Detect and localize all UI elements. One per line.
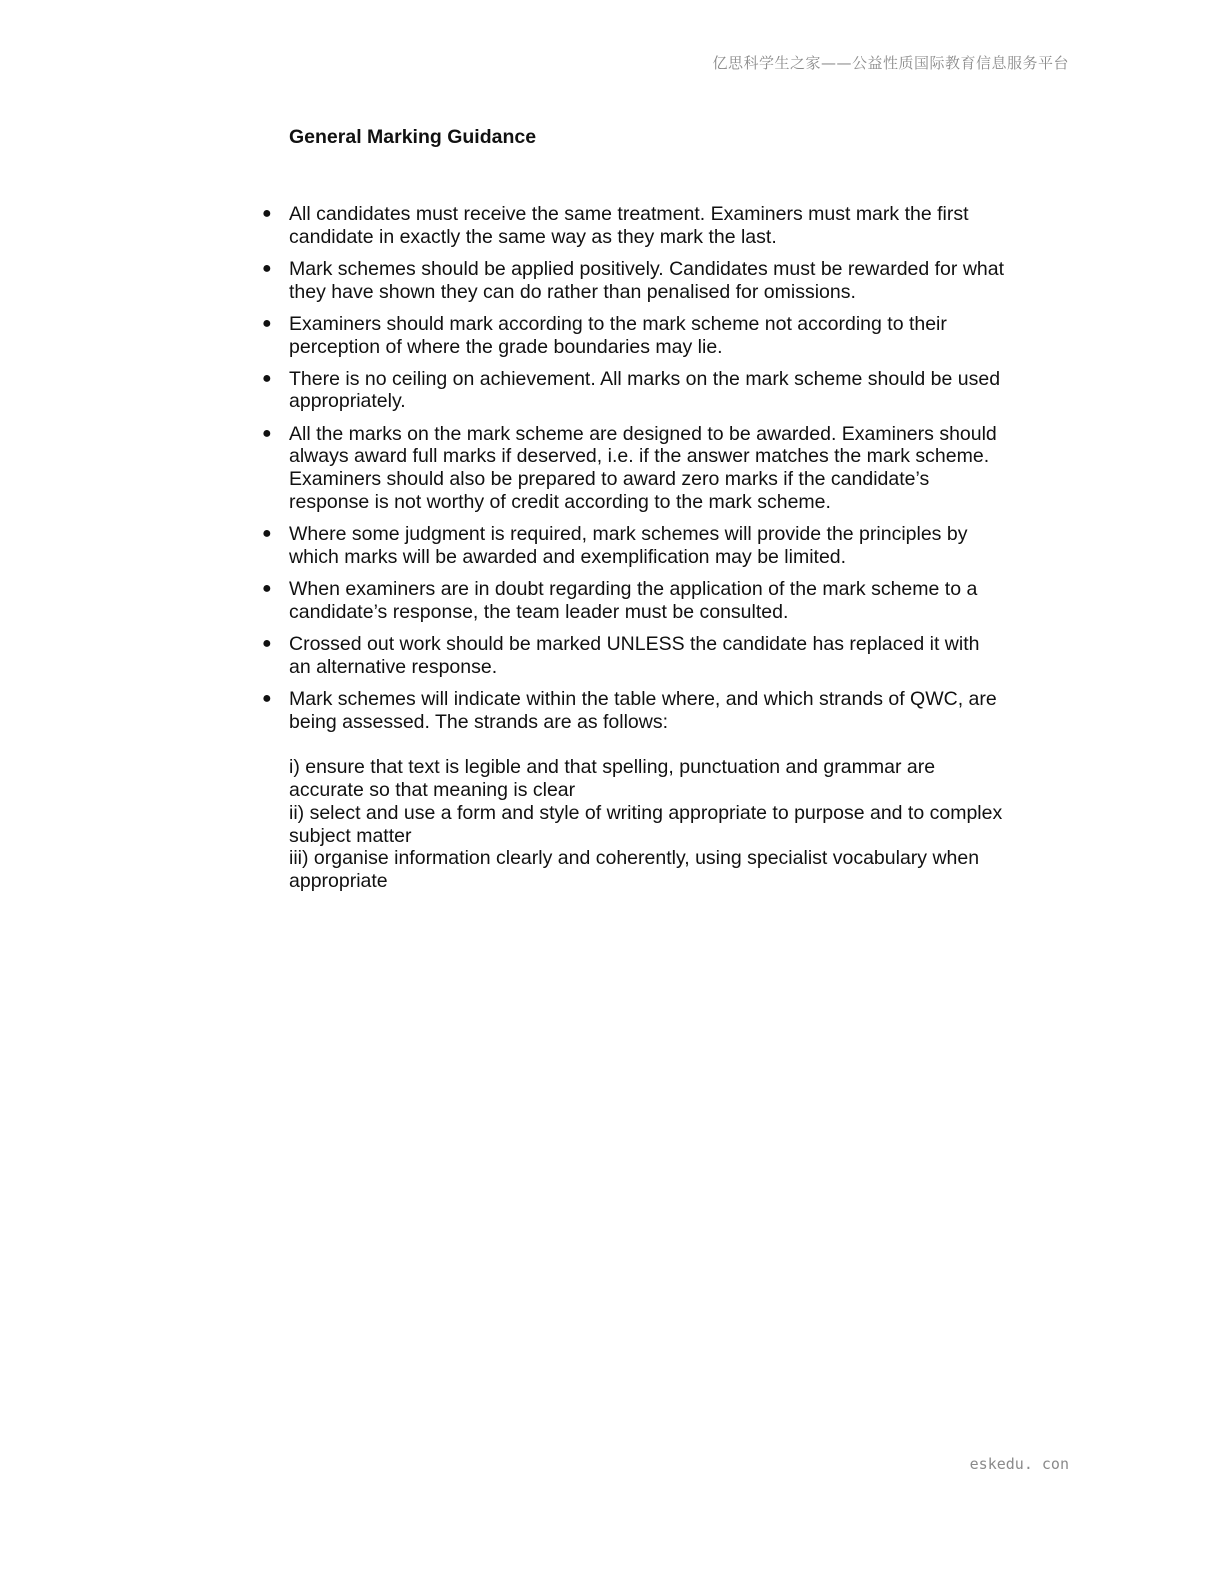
guidance-item-5 bbox=[262, 422, 1005, 514]
guidance-text: Examiners should mark according to the mark scheme not according to their perception of where the grade boundaries may lie. bbox=[289, 312, 947, 358]
guidance-text: There is no ceiling on achievement. All marks on the mark scheme should be used appropriately. bbox=[289, 367, 1001, 413]
guidance-text: Mark schemes should be applied positively. Candidates must be rewarded for what they have shown they can do rather than penalised for omissions. bbox=[289, 257, 1005, 303]
qwc-strand-ii: ii) select and use a form and style of writing appropriate to purpose and to complex subject matter bbox=[289, 801, 1003, 847]
guidance-list bbox=[262, 203, 1005, 902]
qwc-strand-iii: iii) organise information clearly and coherently, using specialist vocabulary when appropriate bbox=[289, 847, 980, 893]
guidance-item-7 bbox=[262, 577, 1005, 624]
guidance-text: Where some judgment is required, mark schemes will provide the principles by which marks will be awarded and exemplification may be limited. bbox=[289, 523, 968, 568]
header-watermark: 亿思科学生之家——公益性质国际教育信息服务平台 bbox=[712, 54, 1069, 72]
bullet-icon: ● bbox=[262, 579, 272, 597]
guidance-item-9 bbox=[262, 687, 1005, 893]
bullet-icon: ● bbox=[262, 259, 272, 277]
page-title: General Marking Guidance bbox=[289, 126, 537, 148]
guidance-text: Mark schemes will indicate within the table where, and which strands of QWC, are being assessed. The strands are as follows: bbox=[289, 687, 997, 733]
qwc-strand-i: i) ensure that text is legible and that spelling, punctuation and grammar are accurate so that meaning is clear bbox=[289, 756, 936, 801]
guidance-item-4 bbox=[262, 367, 1005, 414]
bullet-icon: ● bbox=[262, 205, 272, 222]
guidance-text: All the marks on the mark scheme are designed to be awarded. Examiners should always award full marks if deserved, i.e. if the answer matches the mark scheme. Examiners should also be prepared to award zero marks if the candidate’s response is not worthy of credit according to the mark scheme. bbox=[289, 422, 997, 513]
bullet-icon: ● bbox=[262, 525, 272, 543]
guidance-item-1 bbox=[262, 203, 1005, 249]
guidance-item-3 bbox=[262, 312, 1005, 359]
guidance-text: When examiners are in doubt regarding the application of the mark scheme to a candidate’s response, the team leader must be consulted. bbox=[289, 577, 978, 623]
guidance-item-8 bbox=[262, 632, 1005, 679]
guidance-item-2 bbox=[262, 257, 1005, 304]
guidance-text: Crossed out work should be marked UNLESS the candidate has replaced it with an alternative response. bbox=[289, 632, 980, 678]
bullet-icon: ● bbox=[262, 424, 272, 442]
guidance-text: All candidates must receive the same treatment. Examiners must mark the first candidate in exactly the same way as they mark the last. bbox=[289, 203, 969, 248]
bullet-icon: ● bbox=[262, 314, 272, 332]
bullet-icon: ● bbox=[262, 689, 272, 707]
bullet-icon: ● bbox=[262, 369, 272, 387]
footer-watermark: eskedu. con bbox=[969, 1455, 1069, 1473]
qwc-strands-list bbox=[289, 756, 1005, 893]
guidance-item-6 bbox=[262, 523, 1005, 569]
bullet-icon: ● bbox=[262, 634, 272, 652]
